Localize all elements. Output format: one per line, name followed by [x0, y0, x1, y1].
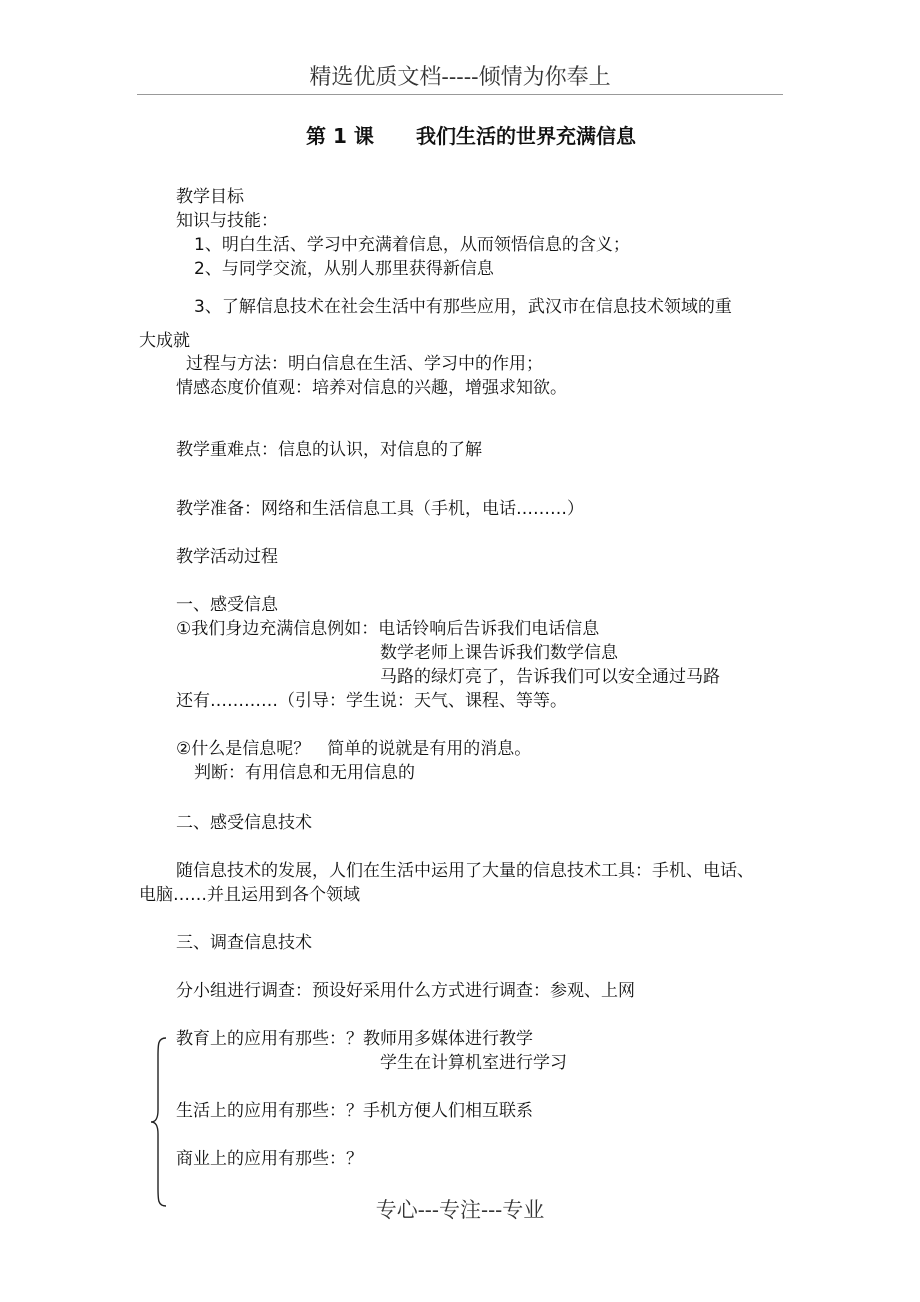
- knowledge-heading: 知识与技能：: [176, 211, 278, 231]
- section3-survey: 分小组进行调查：预设好采用什么方式进行调查：参观、上网: [176, 981, 635, 1001]
- preparation: 教学准备：网络和生活信息工具（手机，电话………）: [176, 499, 584, 519]
- page-header: 精选优质文档-----倾情为你奉上: [309, 65, 611, 90]
- section1-judge: 判断：有用信息和无用信息的: [194, 763, 415, 783]
- curly-brace: [148, 1036, 170, 1208]
- section1-example-3: 马路的绿灯亮了，告诉我们可以安全通过马路: [380, 667, 720, 687]
- section3-education-2: 学生在计算机室进行学习: [380, 1053, 567, 1073]
- section1-example-1: ①我们身边充满信息例如：电话铃响后告诉我们电话信息: [176, 619, 600, 639]
- key-points: 教学重难点：信息的认识，对信息的了解: [176, 440, 482, 460]
- page-footer: 专心---专注---专业: [375, 1198, 545, 1222]
- section1-heading: 一、感受信息: [176, 595, 278, 615]
- objective-item-2: 2、与同学交流，从别人那里获得新信息: [194, 259, 494, 279]
- section1-question: ②什么是信息呢？ 简单的说就是有用的消息。: [176, 739, 532, 759]
- objective-item-3: 3、了解信息技术在社会生活中有那些应用，武汉市在信息技术领域的重: [194, 297, 732, 317]
- attitude-values: 情感态度价值观：培养对信息的兴趣，增强求知欲。: [176, 378, 567, 398]
- section3-life: 生活上的应用有那些：？手机方便人们相互联系: [176, 1101, 533, 1121]
- section1-example-2: 数学老师上课告诉我们数学信息: [380, 643, 618, 663]
- section3-business: 商业上的应用有那些：？: [176, 1149, 363, 1169]
- lesson-title: 我们生活的世界充满信息: [416, 124, 636, 148]
- objectives-heading: 教学目标: [176, 187, 244, 207]
- header-divider: [137, 94, 783, 95]
- objective-item-1: 1、明白生活、学习中充满着信息，从而领悟信息的含义；: [194, 235, 630, 255]
- lesson-number: 第 1 课: [306, 124, 374, 148]
- section3-education-1: 教育上的应用有那些：？教师用多媒体进行教学: [176, 1029, 533, 1049]
- section2-body-line2: 电脑……并且运用到各个领域: [139, 885, 360, 905]
- section1-more: 还有…………（引导：学生说：天气、课程、等等。: [176, 691, 567, 711]
- section2-heading: 二、感受信息技术: [176, 813, 312, 833]
- objective-item-3-cont: 大成就: [139, 331, 190, 351]
- activity-heading: 教学活动过程: [176, 547, 278, 567]
- section2-body-line1: 随信息技术的发展，人们在生活中运用了大量的信息技术工具：手机、电话、: [176, 861, 754, 881]
- section3-heading: 三、调查信息技术: [176, 933, 312, 953]
- process-methods: 过程与方法：明白信息在生活、学习中的作用；: [186, 354, 543, 374]
